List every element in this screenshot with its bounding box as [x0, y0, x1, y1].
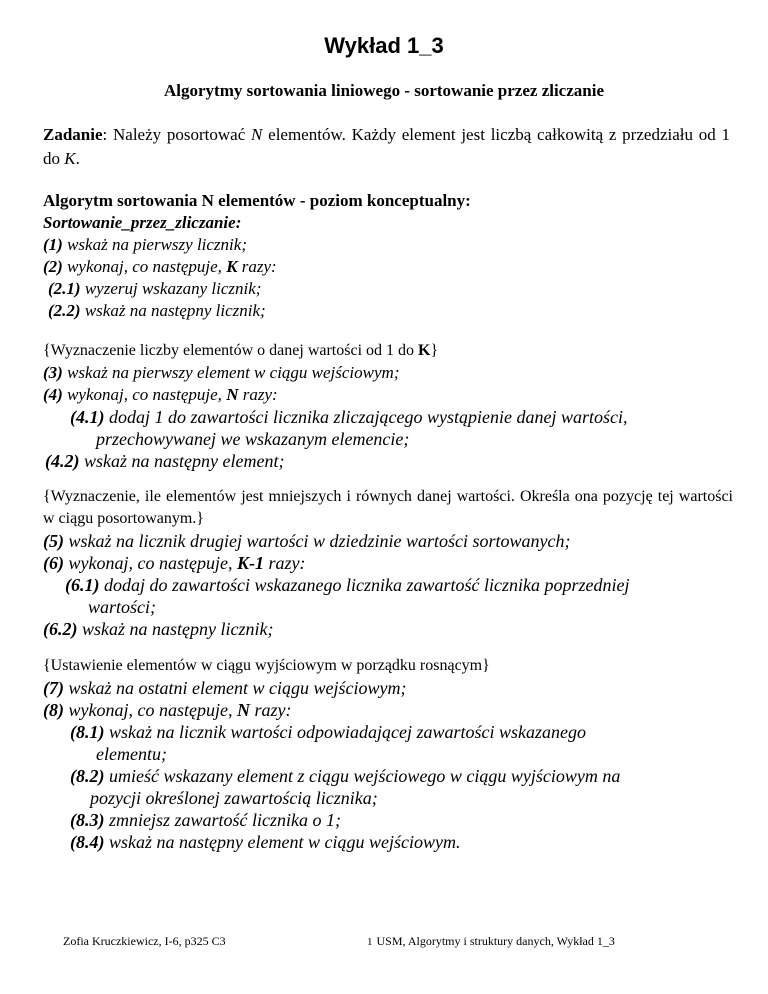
- footer-course: [367, 934, 615, 949]
- footer-course-text: USM, Algorytmy i struktury danych, Wykład 1_3: [376, 934, 615, 948]
- task-label: Zadanie: [43, 125, 103, 144]
- step-4-1-cont: przechowywanej we wskazanym elemencie;: [96, 429, 410, 449]
- step-text: wykonaj, co następuje,: [62, 385, 227, 404]
- section-comment: {Ustawienie elementów w ciągu wyjściowym w porządku rosnącym}: [43, 657, 490, 674]
- step-8-2-cont: pozycji określonej zawartością licznika;: [90, 788, 378, 808]
- step-6-1-cont: wartości;: [88, 597, 157, 617]
- step-8-1-cont: elementu;: [96, 744, 167, 764]
- task-text: .: [75, 149, 80, 168]
- task-var-n: N: [251, 125, 263, 144]
- step-5: [43, 530, 733, 552]
- step-text: wykonaj, co następuje,: [62, 257, 227, 276]
- step-number: (2.1): [48, 279, 81, 298]
- step-text: umieść wskazany element z ciągu wejściowego w ciągu wyjściowym na: [104, 766, 621, 786]
- step-text: razy:: [238, 385, 278, 404]
- step-1: [43, 234, 733, 256]
- page-title: Wykład 1_3: [324, 33, 444, 58]
- step-6-1: [43, 574, 733, 596]
- step-6: [43, 552, 733, 574]
- algorithm-heading: Algorytm sortowania N elementów - poziom konceptualny:: [43, 191, 471, 210]
- step-text: wskaż na następny element w ciągu wejściowym.: [104, 832, 461, 852]
- step-8-4: [43, 831, 733, 853]
- step-text: wskaż na licznik wartości odpowiadającej zawartości wskazanego: [104, 722, 586, 742]
- comment-text: {Wyznaczenie liczby elementów o danej wartości od 1 do: [43, 342, 419, 359]
- comment-text: }: [430, 342, 439, 359]
- step-text: wskaż na następny licznik;: [80, 301, 266, 320]
- step-text: wskaż na pierwszy element w ciągu wejściowym;: [62, 363, 400, 382]
- page-number: 1: [367, 936, 373, 948]
- step-text: dodaj do zawartości wskazanego licznika zawartość licznika poprzedniej: [99, 575, 630, 595]
- step-number: (1): [43, 235, 63, 254]
- step-text: razy:: [263, 553, 306, 573]
- step-text: wykonaj, co następuje,: [64, 553, 237, 573]
- section-comment: {Wyznaczenie, ile elementów jest mniejszych i równych danej wartości. Określa ona pozycję tej wartości w ciągu posortowanym.}: [43, 488, 733, 527]
- step-number: (8.1): [70, 722, 105, 742]
- step-number: (2.2): [48, 301, 81, 320]
- step-4-2: [43, 450, 733, 472]
- step-text: wskaż na następny element;: [79, 451, 285, 471]
- step-number: (4.1): [70, 407, 105, 427]
- step-text: wskaż na pierwszy licznik;: [62, 235, 247, 254]
- step-text: wskaż na ostatni element w ciągu wejściowym;: [64, 678, 407, 698]
- step-8: [43, 699, 733, 721]
- step-text: razy:: [237, 257, 277, 276]
- step-number: (8.4): [70, 832, 105, 852]
- comment-var: K: [418, 342, 431, 359]
- subtitle: Algorytmy sortowania liniowego - sortowanie przez zliczanie: [163, 81, 605, 100]
- step-number: (6): [43, 553, 64, 573]
- output-section: [43, 655, 733, 853]
- step-text: wykonaj, co następuje,: [64, 700, 237, 720]
- counting-section: [43, 340, 733, 472]
- step-8-2: [43, 765, 733, 787]
- step-number: (4.2): [45, 451, 80, 471]
- step-number: (5): [43, 531, 64, 551]
- step-number: (8.3): [70, 810, 105, 830]
- step-3: [43, 362, 733, 384]
- step-var: K-1: [236, 553, 264, 573]
- step-text: razy:: [249, 700, 292, 720]
- footer-author: Zofia Kruczkiewicz, I-6, p325 C3: [63, 934, 226, 948]
- cumulative-section: [43, 486, 733, 640]
- algorithm-section: [43, 190, 733, 322]
- step-var: N: [226, 385, 239, 404]
- step-8-3: [43, 809, 733, 831]
- section-comment: [43, 340, 733, 362]
- step-number: (2): [43, 257, 63, 276]
- step-8-1: [43, 721, 733, 743]
- step-number: (8): [43, 700, 64, 720]
- step-4: [43, 384, 733, 406]
- step-number: (7): [43, 678, 64, 698]
- step-7: [43, 677, 733, 699]
- step-number: (6.1): [65, 575, 100, 595]
- step-number: (3): [43, 363, 63, 382]
- step-text: zmniejsz zawartość licznika o 1;: [104, 810, 341, 830]
- step-number: (8.2): [70, 766, 105, 786]
- task-var-k: K: [64, 149, 76, 168]
- step-2-2: [43, 300, 733, 322]
- task-text: : Należy posortować: [102, 125, 252, 144]
- step-text: wskaż na następny licznik;: [77, 619, 274, 639]
- step-text: dodaj 1 do zawartości licznika zliczającego wystąpienie danej wartości,: [104, 407, 628, 427]
- algorithm-name: Sortowanie_przez_zliczanie:: [43, 213, 242, 232]
- step-text: wskaż na licznik drugiej wartości w dziedzinie wartości sortowanych;: [64, 531, 571, 551]
- step-2: [43, 256, 733, 278]
- task-text: elementów. Każdy element jest liczbą całkowitą z przedziału od 1 do: [43, 125, 730, 168]
- task-paragraph: [43, 123, 730, 171]
- step-number: (6.2): [43, 619, 78, 639]
- step-var: K: [226, 257, 238, 276]
- step-number: (4): [43, 385, 63, 404]
- step-2-1: [43, 278, 733, 300]
- step-6-2: [43, 618, 733, 640]
- step-4-1: [43, 406, 733, 428]
- step-text: wyzeruj wskazany licznik;: [80, 279, 262, 298]
- step-var: N: [236, 700, 250, 720]
